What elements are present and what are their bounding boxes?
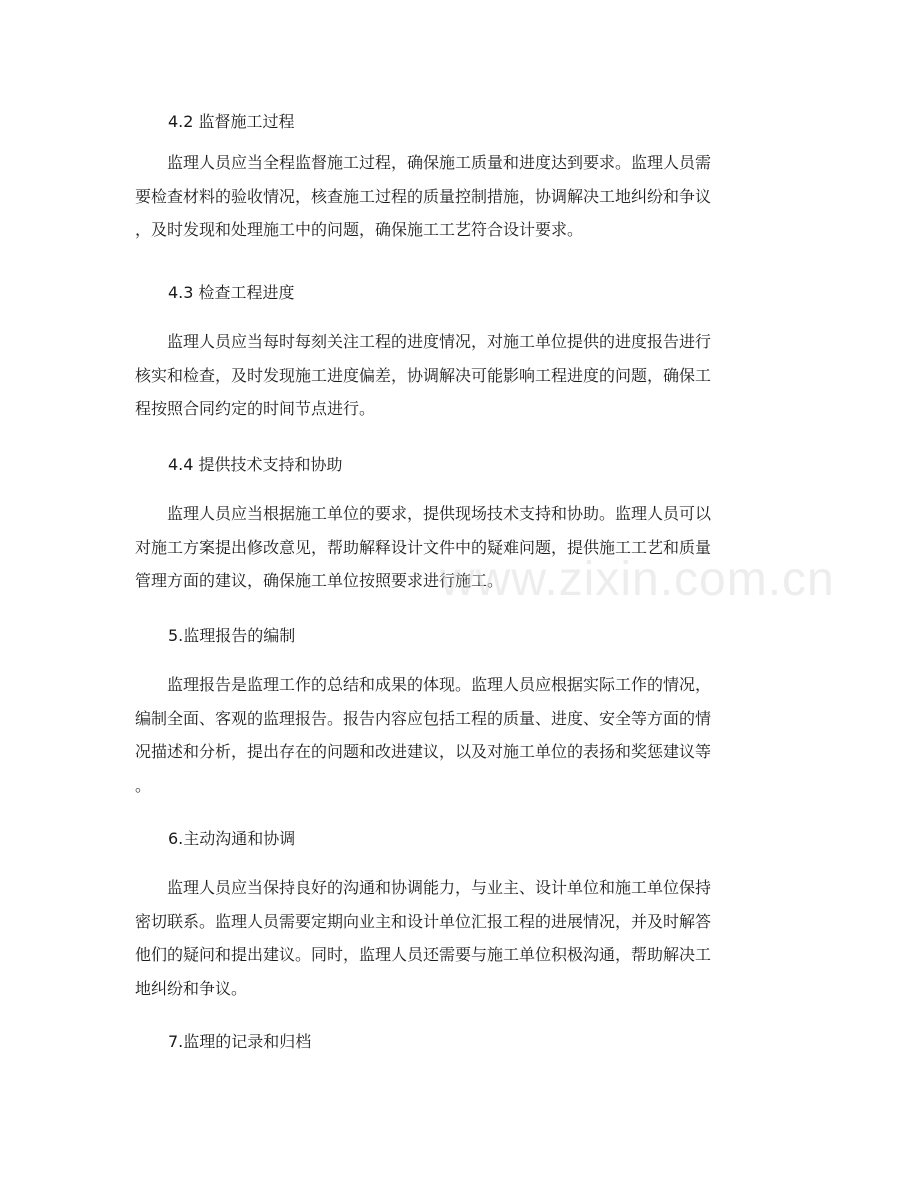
paragraph-line: 。 <box>135 775 152 795</box>
paragraph-line: 核实和检查，及时发现施工进度偏差，协调解决可能影响工程进度的问题，确保工 <box>135 365 712 385</box>
paragraph-line: 监理人员应当全程监督施工过程，确保施工质量和进度达到要求。监理人员需 <box>135 153 712 172</box>
paragraph-line: 要检查材料的验收情况，核查施工过程的质量控制措施，协调解决工地纠纷和争议 <box>135 186 712 206</box>
section-heading-4-2: 4.2 监督施工过程 <box>168 112 295 131</box>
section-heading-4-4: 4.4 提供技术支持和协助 <box>168 455 343 474</box>
paragraph-line: 他们的疑问和提出建议。同时，监理人员还需要与施工单位积极沟通，帮助解决工 <box>135 945 712 964</box>
paragraph-line: 地纠纷和争议。 <box>135 978 248 998</box>
section-heading-6: 6.主动沟通和协调 <box>168 829 296 848</box>
paragraph-line: ，及时发现和处理施工中的问题，确保施工工艺符合设计要求。 <box>135 220 584 239</box>
section-heading-5: 5.监理报告的编制 <box>168 626 296 645</box>
section-heading-7: 7.监理的记录和归档 <box>168 1032 312 1051</box>
section-paragraph-4-2 <box>135 146 711 247</box>
paragraph-line: 监理报告是监理工作的总结和成果的体现。监理人员应根据实际工作的情况， <box>135 675 712 694</box>
paragraph-line: 对施工方案提出修改意见，帮助解释设计文件中的疑难问题，提供施工工艺和质量 <box>135 537 712 557</box>
paragraph-line: 编制全面、客观的监理报告。报告内容应包括工程的质量、进度、安全等方面的情 <box>135 708 712 728</box>
section-heading-4-3: 4.3 检查工程进度 <box>168 283 295 302</box>
paragraph-line: 密切联系。监理人员需要定期向业主和设计单位汇报工程的进展情况，并及时解答 <box>135 911 712 931</box>
paragraph-line: 监理人员应当保持良好的沟通和协调能力，与业主、设计单位和施工单位保持 <box>135 878 712 897</box>
paragraph-line: 况描述和分析，提出存在的问题和改进建议，以及对施工单位的表扬和奖惩建议等 <box>135 742 712 761</box>
paragraph-line: 监理人员应当每时每刻关注工程的进度情况，对施工单位提供的进度报告进行 <box>135 332 712 351</box>
section-paragraph-6 <box>135 871 711 1005</box>
watermark-text: www.zixin.com.cn <box>440 553 835 606</box>
section-paragraph-5 <box>135 668 711 802</box>
section-paragraph-4-4 <box>135 497 711 598</box>
paragraph-line: 程按照合同约定的时间节点进行。 <box>135 399 376 418</box>
section-paragraph-4-3 <box>135 325 711 426</box>
paragraph-line: 管理方面的建议，确保施工单位按照要求进行施工。 <box>135 571 504 590</box>
paragraph-line: 监理人员应当根据施工单位的要求，提供现场技术支持和协助。监理人员可以 <box>135 504 712 523</box>
